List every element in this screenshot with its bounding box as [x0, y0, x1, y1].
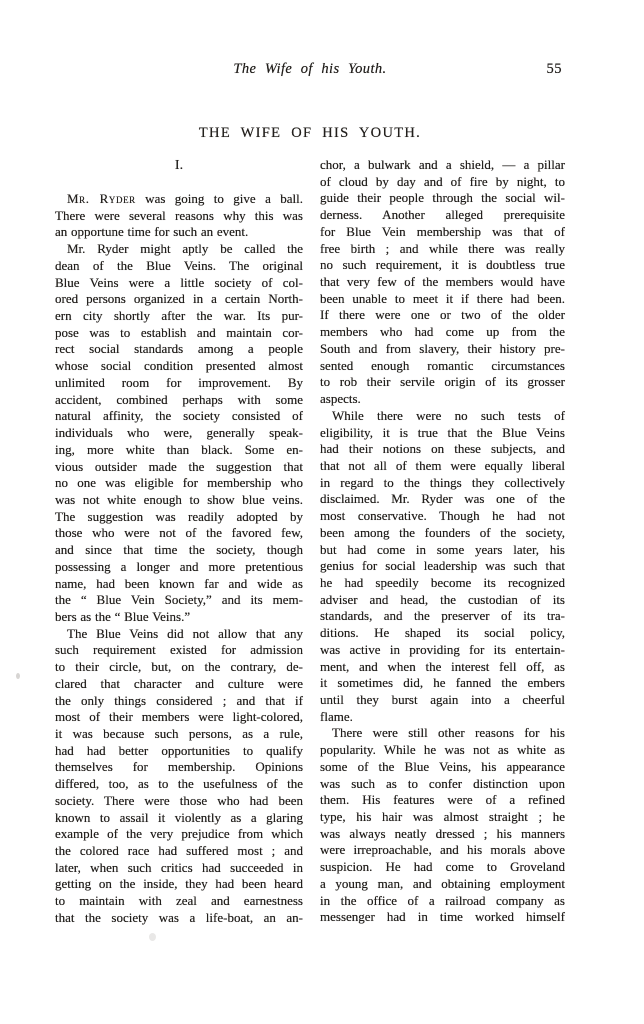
left-text-column [55, 191, 303, 927]
text-line: free birth ; and while there was really [320, 240, 565, 256]
text-line: Blue Veins were a little society of col- [55, 274, 303, 290]
text-line: flame. [320, 708, 353, 724]
text-line: such requirement existed for admission [55, 642, 303, 658]
text-line: ern city shortly after the war. Its pur- [55, 308, 303, 324]
text-line: had their notions on these subjects, and [320, 441, 565, 457]
text-line: but had come in some years later, his [320, 541, 565, 557]
text-line: whose social condition presented almost [55, 358, 303, 374]
text-line: been unable to meet it if there had been. [320, 290, 565, 306]
text-line: was not white enough to show blue veins. [55, 491, 303, 507]
scan-speck [16, 673, 20, 679]
text-line: sented enough romantic circumstances [320, 357, 565, 373]
text-line: There were still other reasons for his [332, 725, 565, 741]
text-line: it was because such persons, as a rule, [55, 726, 303, 741]
right-text-column [320, 157, 565, 926]
text-line: clared that character and culture were [55, 675, 303, 691]
text-line: that the society was a life-boat, an an- [55, 909, 303, 925]
page-header [55, 61, 565, 81]
text-line: members who had come up from the [320, 324, 565, 340]
text-line: until they burst again into a cheerful [320, 692, 565, 707]
text-line: natural affinity, the society consisted of [55, 408, 303, 424]
text-line: Mr. Ryder might aptly be called the [67, 241, 303, 257]
text-line: possessing a longer and more pretentious [55, 558, 303, 574]
text-line: had had better opportunities to qualify [55, 742, 303, 758]
text-line: rect social standards among a people [55, 341, 303, 357]
text-line: an opportune time for such an event. [55, 224, 249, 240]
text-line: and since that time the society, though [55, 542, 303, 558]
text-line: South and from slavery, their history pre- [320, 340, 565, 356]
text-line: were irreproachable, and his morals above [320, 842, 565, 858]
text-line: differed, too, as to the usefulness of the [55, 776, 303, 792]
text-line: messenger had in time worked himself [320, 909, 565, 925]
text-line: the only things considered ; and that if [55, 692, 303, 708]
text-line: If there were one or two of the older [320, 307, 565, 323]
text-line: it sometimes did, he fanned the embers [320, 675, 565, 691]
text-line: vious outsider made the suggestion that [55, 458, 303, 474]
text-line: been among the founders of the society, [320, 524, 565, 540]
text-line: in regard to the things they collectively [320, 474, 565, 490]
text-line: type, his hair was almost straight ; he [320, 809, 565, 825]
text-line: he had speedily become its recognized [320, 574, 565, 590]
text-line: known to assail it violently as a glaring [55, 809, 303, 825]
text-line: to rob their servile origin of its grosser [320, 374, 565, 390]
text-line: themselves for membership. Opinions [55, 759, 303, 775]
text-line: some of the Blue Veins, his appearance [320, 758, 565, 774]
text-line: ditions. He shaped its social policy, [320, 625, 565, 641]
text-line: bers as the “ Blue Veins.” [55, 608, 191, 624]
text-line: no one was eligible for membership who [55, 475, 303, 491]
text-line: While there were no such tests of [332, 407, 565, 423]
text-line: the colored race had suffered most ; and [55, 843, 303, 859]
text-line: most of their members were light-colored, [55, 709, 303, 725]
text-line: was active in providing for its entertain- [320, 641, 565, 657]
text-line: derness. Another alleged prerequisite [320, 207, 565, 223]
text-line: popularity. While he was not as white as [320, 742, 565, 758]
text-line: individuals who were, generally speak- [55, 425, 303, 441]
text-line: a young man, and obtaining employment [320, 875, 565, 891]
text-line: no such requirement, it is doubtless true [320, 257, 565, 273]
text-line: The Blue Veins did not allow that any [67, 625, 303, 641]
scan-speck [149, 933, 156, 941]
text-line: dean of the Blue Veins. The original [55, 257, 303, 273]
text-line: was always neatly dressed ; his manners [320, 825, 565, 841]
text-line: unlimited room for improvement. By [55, 374, 303, 390]
text-line: guide their people through the social wil- [320, 190, 565, 206]
text-line: the “ Blue Vein Society,” and its mem- [55, 592, 303, 608]
text-line: aspects. [320, 391, 361, 407]
text-line: of cloud by day and of fire by night, to [320, 173, 565, 189]
text-line: to their circle, but, on the contrary, de- [55, 659, 303, 675]
text-line: eligibility, it is true that the Blue Veins [320, 424, 565, 440]
text-line: that very few of the members would have [320, 274, 565, 290]
text-line: for Blue Vein membership was that of [320, 223, 565, 239]
page-number: 55 [546, 61, 562, 77]
text-line: suspicion. He had come to Groveland [320, 859, 565, 875]
text-line: adviser and head, the custodian of its [320, 591, 565, 607]
text-line: standards, and the preserver of its tra- [320, 608, 565, 624]
text-line: example of the very prejudice from which [55, 826, 303, 842]
text-line: in the office of a railroad company as [320, 892, 565, 908]
text-line: getting on the inside, they had been heard [55, 876, 303, 892]
text-line: genius for social leadership was such that [320, 558, 565, 574]
text-line: The suggestion was readily adopted by [55, 508, 303, 524]
text-line: ing, more white than black. Some en- [55, 441, 303, 457]
text-line: later, when such critics had succeeded in [55, 859, 303, 875]
text-line: most conservative. Though he had not [320, 508, 565, 524]
text-line: disclaimed. Mr. Ryder was one of the [320, 491, 565, 507]
running-title: The Wife of his Youth. [233, 61, 387, 77]
text-line: There were several reasons why this was [55, 207, 303, 223]
text-line: pose was to establish and maintain cor- [55, 324, 303, 340]
text-line: ored persons organized in a certain North- [55, 291, 303, 307]
text-line: chor, a bulwark and a shield, — a pillar [320, 157, 565, 172]
small-caps-name: Mr. Ryder [67, 191, 136, 206]
text-line: was such as to confer distinction upon [320, 775, 565, 791]
chapter-title: THE WIFE OF HIS YOUTH. [198, 125, 422, 141]
text-line: society. There were those who had been [55, 792, 303, 808]
section-numeral: I. [174, 158, 184, 173]
text-line: name, had been known far and wide as [55, 575, 303, 591]
text-line: those who were not of the favored few, [55, 525, 303, 541]
text-line: accident, combined perhaps with some [55, 391, 303, 407]
text-line: them. His features were of a refined [320, 792, 565, 808]
text-line: to maintain with zeal and earnestness [55, 893, 303, 909]
text-line: Mr. Ryder was going to give a ball. [67, 191, 303, 206]
text-line: that not all of them were equally liberal [320, 457, 565, 473]
text-line: ment, and when the interest fell off, as [320, 658, 565, 674]
